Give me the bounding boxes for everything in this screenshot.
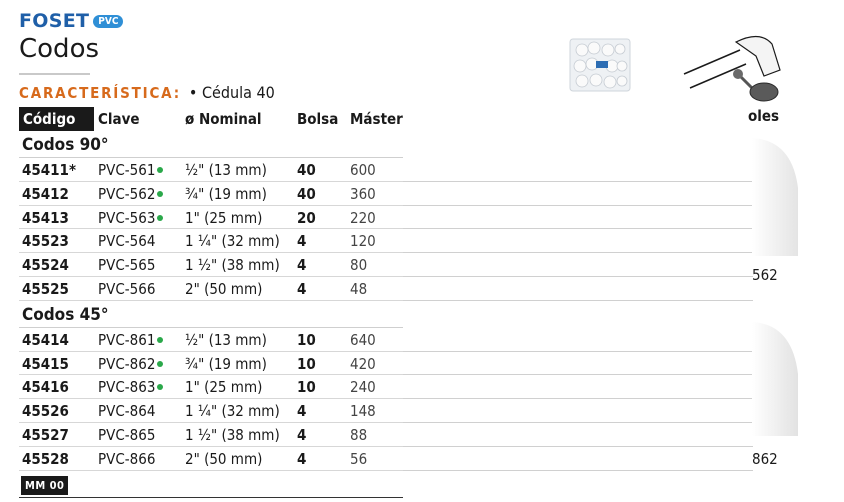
header-bolsa: Bolsa	[297, 110, 339, 128]
availability-dot-icon	[157, 191, 163, 197]
cell-bolsa: 4	[297, 402, 307, 421]
cell-bolsa: 4	[297, 279, 307, 298]
table-row	[19, 182, 403, 206]
row-guide	[403, 398, 753, 399]
row-guide	[403, 470, 753, 471]
cell-bolsa: 40	[297, 161, 316, 179]
footer-tag: MM 00	[21, 476, 68, 495]
cell-master: 88	[350, 425, 368, 444]
cell-bolsa: 10	[297, 330, 316, 349]
cell-bolsa: 10	[297, 378, 316, 397]
cell-nominal: ½" (13 mm)	[185, 330, 267, 349]
availability-dot-icon	[157, 361, 163, 367]
header-code: Código	[23, 110, 76, 128]
page-title: Codos	[19, 34, 100, 64]
cell-master: 80	[350, 256, 368, 275]
cell-code: 45411*	[22, 161, 77, 179]
brand-name: FOSET	[19, 10, 90, 32]
cell-bolsa: 40	[297, 184, 316, 203]
elbow-90-caption: 562	[752, 266, 778, 284]
table-row	[19, 253, 403, 277]
section-title: Codos 90°	[19, 131, 403, 158]
elbow-45-caption: 862	[752, 450, 778, 468]
cell-nominal: 1 ½" (38 mm)	[185, 256, 280, 275]
product-bag-image	[568, 36, 632, 94]
header-clave: Clave	[98, 110, 140, 128]
cell-nominal: 1 ½" (38 mm)	[185, 425, 280, 444]
row-guide	[403, 205, 753, 206]
table-row	[19, 206, 403, 230]
cell-clave: PVC-864	[98, 402, 156, 421]
cell-code: 45416	[22, 378, 69, 397]
cell-clave: PVC-562	[98, 185, 163, 203]
header-nominal: ø Nominal	[185, 110, 262, 128]
cell-bolsa: 4	[297, 425, 307, 444]
cell-bolsa: 4	[297, 256, 307, 275]
cell-code: 45523	[22, 232, 69, 251]
row-guide	[403, 374, 753, 375]
cell-code: 45412	[22, 184, 69, 203]
cell-clave: PVC-866	[98, 449, 156, 468]
cell-bolsa: 4	[297, 232, 307, 251]
bottom-rule	[19, 497, 403, 498]
table-row	[19, 352, 403, 376]
cell-clave: PVC-862	[98, 355, 163, 373]
cell-master: 420	[350, 354, 376, 373]
table-row	[19, 277, 403, 301]
cell-clave: PVC-561	[98, 161, 163, 179]
title-underline	[19, 73, 90, 75]
cell-bolsa: 10	[297, 354, 316, 373]
cell-clave: PVC-563	[98, 209, 163, 227]
cell-master: 220	[350, 208, 376, 227]
cell-nominal: 2" (50 mm)	[185, 449, 263, 468]
cell-code: 45528	[22, 449, 69, 468]
cell-master: 240	[350, 378, 376, 397]
table-body	[19, 131, 403, 471]
table-row	[19, 229, 403, 253]
cell-bolsa: 20	[297, 208, 316, 227]
row-guide	[403, 446, 753, 447]
cell-master: 120	[350, 232, 376, 251]
row-guide	[403, 228, 753, 229]
cell-clave: PVC-566	[98, 279, 156, 298]
feature-label: CARACTERÍSTICA:	[19, 84, 181, 102]
row-guide	[403, 181, 753, 182]
elbow-90-image	[752, 138, 802, 258]
cell-nominal: 1 ¼" (32 mm)	[185, 402, 280, 421]
cell-code: 45525	[22, 279, 69, 298]
cell-clave: PVC-861	[98, 331, 163, 349]
brand-logo	[19, 10, 123, 32]
table-row	[19, 375, 403, 399]
section-title: Codos 45°	[19, 301, 403, 328]
table-row	[19, 399, 403, 423]
side-partial-heading: oles	[748, 107, 780, 125]
cell-bolsa: 4	[297, 449, 307, 468]
table-row	[19, 447, 403, 471]
availability-dot-icon	[157, 215, 163, 221]
availability-dot-icon	[157, 167, 163, 173]
cell-code: 45526	[22, 402, 69, 421]
row-guide	[403, 252, 753, 253]
availability-dot-icon	[157, 337, 163, 343]
cell-clave: PVC-863	[98, 378, 163, 396]
cell-clave: PVC-564	[98, 232, 156, 251]
product-table	[19, 107, 403, 471]
cell-code: 45415	[22, 354, 69, 373]
cell-nominal: 1 ¼" (32 mm)	[185, 232, 280, 251]
cell-master: 48	[350, 279, 368, 298]
cell-code: 45524	[22, 256, 69, 275]
elbow-45-image	[752, 318, 802, 438]
cell-code: 45414	[22, 330, 69, 349]
row-guide	[403, 276, 753, 277]
header-master: Máster	[350, 110, 403, 128]
cell-nominal: ¾" (19 mm)	[185, 354, 267, 373]
cell-master: 148	[350, 402, 376, 421]
cell-master: 640	[350, 330, 376, 349]
cell-nominal: 1" (25 mm)	[185, 378, 263, 397]
cell-clave: PVC-865	[98, 425, 156, 444]
cell-clave: PVC-565	[98, 256, 156, 275]
row-guide	[403, 351, 753, 352]
cell-master: 600	[350, 161, 376, 179]
feature-value: • Cédula 40	[188, 83, 275, 102]
availability-dot-icon	[157, 384, 163, 390]
row-guide	[403, 422, 753, 423]
cell-nominal: 2" (50 mm)	[185, 279, 263, 298]
brand-badge: PVC	[93, 15, 123, 28]
cell-code: 45527	[22, 425, 69, 444]
row-guide	[403, 300, 753, 301]
cell-nominal: ¾" (19 mm)	[185, 184, 267, 203]
table-header	[19, 107, 403, 131]
cell-master: 56	[350, 449, 368, 468]
table-row	[19, 328, 403, 352]
cell-master: 360	[350, 184, 376, 203]
pipe-illustration	[680, 30, 790, 108]
table-row	[19, 158, 403, 182]
cell-nominal: ½" (13 mm)	[185, 161, 267, 179]
cell-code: 45413	[22, 208, 69, 227]
table-row	[19, 423, 403, 447]
feature-line	[19, 83, 275, 102]
cell-nominal: 1" (25 mm)	[185, 208, 263, 227]
